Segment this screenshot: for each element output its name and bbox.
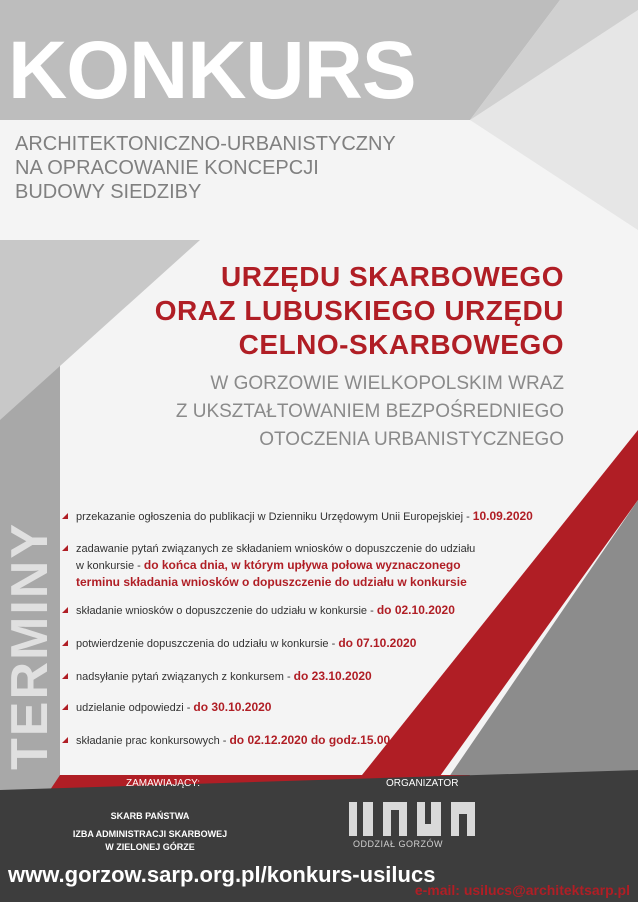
schedule-item-6 bbox=[62, 699, 271, 716]
schedule-item-7 bbox=[62, 732, 390, 749]
sarp-logo-text bbox=[345, 800, 490, 836]
schedule-date: 10.09.2020 bbox=[472, 509, 533, 523]
schedule-date: do 23.10.2020 bbox=[293, 669, 372, 683]
sarp-logo bbox=[345, 800, 490, 857]
bullet-icon bbox=[62, 737, 68, 743]
schedule-item-1 bbox=[62, 508, 533, 525]
client-label: ZAMAWIAJĄCY: bbox=[126, 778, 201, 789]
location-line-2: Z UKSZTAŁTOWANIEM BEZPOŚREDNIEGO bbox=[175, 401, 564, 422]
client-name: SKARB PAŃSTWA bbox=[110, 811, 190, 821]
organizer-label: ORGANIZATOR bbox=[386, 778, 459, 789]
website-link[interactable]: www.gorzow.sarp.org.pl/konkurs-usilucs bbox=[8, 862, 436, 887]
schedule-text: składanie wniosków o dopuszczenie do udziału w konkursie - bbox=[76, 605, 377, 617]
bullet-icon bbox=[62, 704, 68, 710]
schedule-date: do 07.10.2020 bbox=[338, 636, 417, 650]
subject-line-1: URZĘDU SKARBOWEGO bbox=[221, 261, 564, 292]
schedule-item-4 bbox=[62, 635, 416, 652]
location-line-3: OTOCZENIA URBANISTYCZNEGO bbox=[259, 429, 564, 450]
schedule-date-cont: terminu składania wniosków o dopuszczenie do udziału w konkursie bbox=[76, 575, 467, 589]
subtitle-line-3: BUDOWY SIEDZIBY bbox=[15, 181, 202, 203]
subject-line-2: ORAZ LUBUSKIEGO URZĘDU bbox=[154, 295, 564, 326]
schedule-text: nadsyłanie pytań związanych z konkursem - bbox=[76, 671, 294, 683]
bullet-icon bbox=[62, 545, 68, 551]
schedule-date: do końca dnia, w którym upływa połowa wyznaczonego bbox=[143, 558, 461, 572]
schedule-text: udzielanie odpowiedzi - bbox=[76, 702, 194, 714]
schedule-text: przekazanie ogłoszenia do publikacji w Dzienniku Urzędowym Unii Europejskiej - bbox=[76, 511, 473, 523]
subject-line-3: CELNO-SKARBOWEGO bbox=[238, 329, 564, 360]
schedule-text-cont: w konkursie - bbox=[76, 560, 144, 572]
bullet-icon bbox=[62, 513, 68, 519]
schedule-date: do 02.12.2020 do godz.15.00 bbox=[229, 733, 391, 747]
bullet-icon bbox=[62, 607, 68, 613]
subtitle-line-2: NA OPRACOWANIE KONCEPCJI bbox=[15, 157, 319, 179]
schedule-item-5 bbox=[62, 668, 372, 685]
schedule-date: do 02.10.2020 bbox=[376, 603, 455, 617]
schedule-text: zadawanie pytań związanych ze składaniem wniosków o dopuszczenie do udziału bbox=[76, 543, 476, 555]
organizer-sub: ODDZIAŁ GORZÓW bbox=[353, 839, 443, 849]
schedule-item-2 bbox=[62, 541, 475, 591]
bullet-icon bbox=[62, 640, 68, 646]
subtitle-line-1: ARCHITEKTONICZNO-URBANISTYCZNY bbox=[15, 133, 396, 155]
location-line-1: W GORZOWIE WIELKOPOLSKIM WRAZ bbox=[210, 373, 564, 394]
schedule-text: potwierdzenie dopuszczenia do udziału w konkursie - bbox=[76, 638, 339, 650]
schedule-text: składanie prac konkursowych - bbox=[76, 735, 230, 747]
schedule-date: do 30.10.2020 bbox=[193, 700, 272, 714]
client-org-line-2: W ZIELONEJ GÓRZE bbox=[105, 842, 195, 852]
side-label-terminy: TERMINY bbox=[1, 522, 59, 770]
schedule-item-3 bbox=[62, 602, 455, 619]
page-title: KONKURS bbox=[8, 25, 416, 116]
client-org-line-1: IZBA ADMINISTRACJI SKARBOWEJ bbox=[72, 829, 228, 839]
bullet-icon bbox=[62, 673, 68, 679]
email-link[interactable]: e-mail: usilucs@architektsarp.pl bbox=[414, 882, 630, 898]
